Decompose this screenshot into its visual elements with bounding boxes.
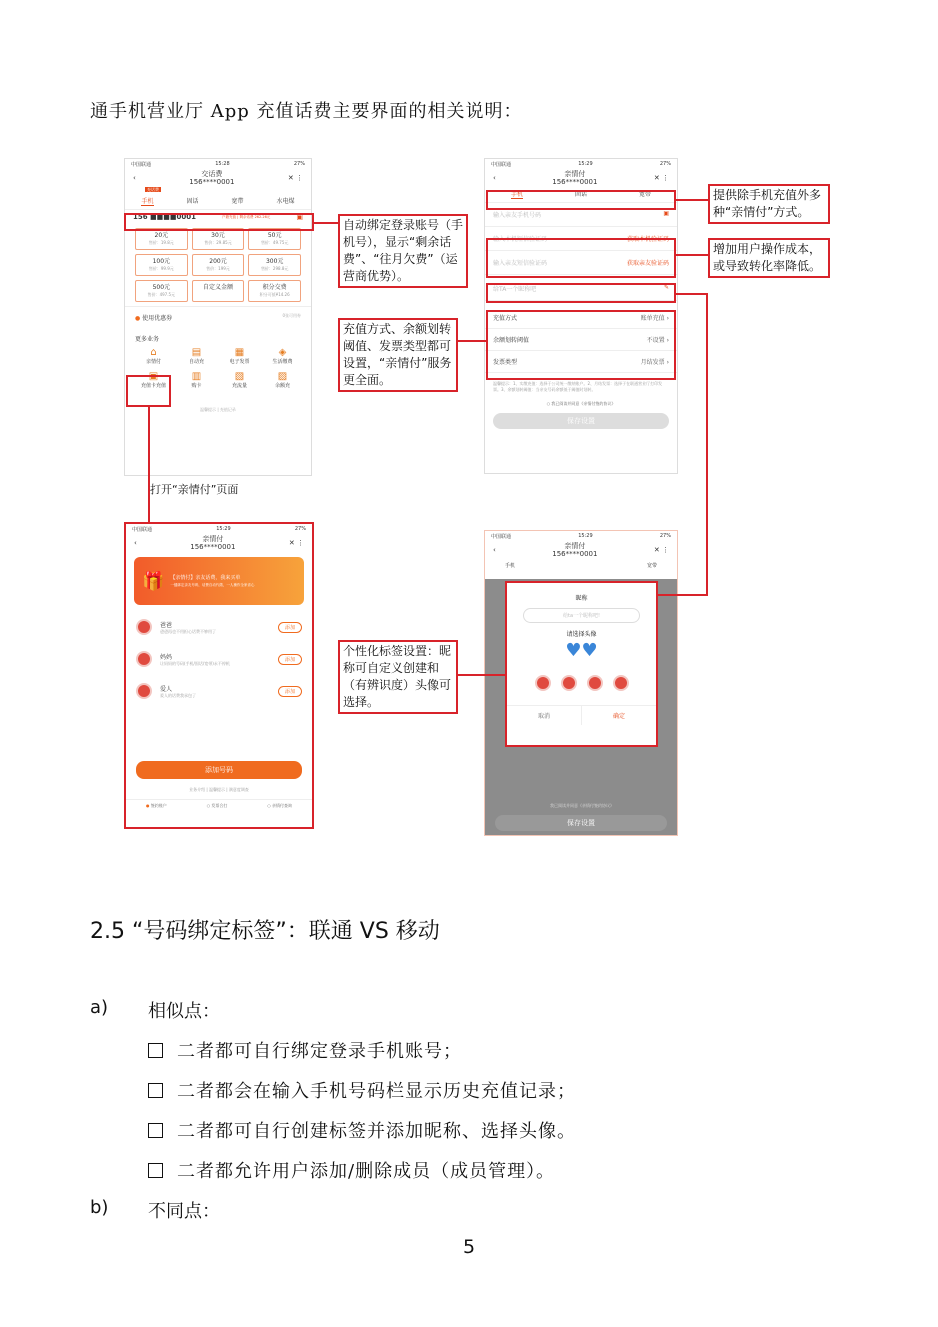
hearts-icon: ♥♥ (565, 640, 598, 661)
page-title: 亲情付 (564, 170, 586, 178)
avatar (136, 651, 152, 667)
note-settings: 充值方式、余额划转阈值、发票类型都可设置，“亲情付”服务更全面。 (338, 318, 458, 392)
add-button[interactable]: 添加 (278, 686, 302, 697)
save-button[interactable]: 保存设置 (493, 413, 669, 429)
similar-item: 二者都会在输入手机号码栏显示历史充值记录； (148, 1077, 576, 1103)
page-title: 亲情付 (564, 542, 586, 550)
page-title: 亲情付 (202, 535, 224, 543)
nav-invoice[interactable]: ○ 发票合打 (206, 803, 228, 808)
contact-icon: ▣ (663, 210, 669, 217)
page-number: 156****0001 (190, 543, 236, 551)
member-item[interactable]: 爱人 爱人的话费我承包了 添加 (126, 675, 312, 707)
member-item[interactable]: 妈妈 让妈妈的号码(手机/固话/宽带)永不停机 添加 (126, 643, 312, 675)
amount-option[interactable]: 50元 售价：49.75元 (248, 228, 301, 250)
coupon-icon: ● (135, 315, 141, 322)
note-methods: 提供除手机充值外多种“亲情付”方式。 (708, 184, 830, 224)
tab-mobile[interactable]: 手机 (141, 198, 154, 205)
query-icon: ○ (267, 803, 271, 808)
avatar (136, 619, 152, 635)
highlight-account (124, 213, 314, 231)
agree[interactable]: 我已阅读并同意《亲情付签约协议》 (550, 803, 614, 808)
tab-utility[interactable]: 水电煤 (276, 198, 295, 205)
own-code-input[interactable]: 输入本机短信验证码 获取本机验证码 (485, 227, 677, 251)
add-button[interactable]: 添加 (278, 654, 302, 665)
open-caption: 打开“亲情付”页面 (150, 483, 239, 496)
checkbox-icon[interactable] (148, 1123, 163, 1138)
highlight-tabs (486, 190, 676, 210)
add-number-button[interactable]: 添加号码 (136, 761, 302, 779)
highlight-rows (486, 310, 676, 380)
similar-item: 二者都允许用户添加/删除成员（成员管理）。 (148, 1157, 555, 1183)
service-item[interactable]: ▨ 余额充 (264, 371, 301, 389)
avatar-option[interactable] (561, 675, 577, 691)
checkbox-icon[interactable] (148, 1163, 163, 1178)
section-title: 2.5 “号码绑定标签”：联通 VS 移动 (90, 919, 440, 944)
amount-option[interactable]: 自定义金额 (192, 280, 245, 302)
battery: 27% (293, 161, 305, 167)
tab-mobile[interactable]: 手机 (505, 563, 516, 569)
contact-icon[interactable]: ▣ (296, 213, 303, 221)
highlight-service (126, 375, 171, 407)
similar-title: 相似点： (148, 1001, 220, 1022)
back-icon[interactable]: ‹ (493, 546, 496, 554)
back-icon[interactable]: ‹ (134, 539, 137, 547)
bottom-links[interactable]: 业务介绍 | 温馨提示 | 满意度调查 (189, 787, 249, 792)
page-number: 156****0001 (189, 178, 235, 186)
note-label: 个性化标签设置：昵称可自定义创建和（有辨识度）头像可选择。 (338, 640, 458, 714)
back-icon[interactable]: ‹ (493, 174, 496, 182)
amount-option[interactable]: 200元 售价：199元 (192, 254, 245, 276)
amount-option[interactable]: 30元 售价：29.85元 (192, 228, 245, 250)
banner[interactable]: 🎁 【亲情付】亲友话费，我来买单 一键绑定亲友号码，话费自动代缴，一人操作全家省心 (134, 557, 304, 605)
highlight-codes (486, 238, 676, 278)
time: 15:28 (215, 161, 230, 167)
label-a: a) (90, 997, 109, 1018)
phone-nickname-dialog: 中国联通 15:29 27% ‹ 亲情付 156****0001 ✕ ⋮ 手机 宽带 我已阅读并同意《亲情付签约协议》 保存设置 (484, 530, 678, 836)
tab-broadband[interactable]: 宽带 (638, 191, 651, 198)
edit-icon: ✎ (663, 284, 669, 291)
service-item[interactable]: ◈ 生活缴费 (264, 347, 301, 365)
gift-icon: 🎁 (142, 570, 165, 592)
coupon[interactable]: ● 使用优惠券 (135, 315, 173, 322)
phone-family-pay: 中国联通 15:29 27% ‹ 亲情付 156****0001 ✕ ⋮ 手机 固话 宽带 输入亲友手机号码 ▣ 输入本机短信验证码 获取本机验证码 输入亲友短信验证码 获取亲友验证码 给TA一个昵称吧 ✎ 充值方式 账单充值 › 余额划转阈值 不设置 › 发票类型 月结发票 › 温馨提示：1、实缴充值：选择于公司统一缴纳账户。2、月结发票：选择于在联通营业厅打印发票。3、余额划转阈值：当亲友号码余额低于阈值时划转。 ○ 我已阅读并同意《亲情付签约协议》 保存设置 (484, 158, 678, 474)
amount-option[interactable]: 300元 售价：298.8元 (248, 254, 301, 276)
different-title: 不同点： (148, 1201, 220, 1222)
add-button[interactable]: 添加 (278, 622, 302, 633)
avatar (136, 683, 152, 699)
footer-links[interactable]: 温馨提示 | 充值记录 (200, 407, 236, 412)
service-item[interactable]: ▤ 自动充 (178, 347, 215, 365)
get-own-code[interactable]: 获取本机验证码 (626, 236, 669, 243)
page-title: 交话费 (201, 170, 223, 178)
service-icon: ▤ (191, 347, 202, 358)
intro-text: 通手机营业厅 App 充值话费主要界面的相关说明： (90, 101, 523, 122)
agree[interactable]: ○ 我已阅读并同意《亲情付签约协议》 (546, 401, 616, 406)
avatar-option[interactable] (587, 675, 603, 691)
close-icon[interactable]: ✕ ⋮ (653, 174, 669, 182)
nav-query[interactable]: ○ 亲情付查询 (267, 803, 293, 808)
service-item[interactable]: ▣ 充值卡充值 (135, 371, 172, 389)
service-icon: ◈ (278, 347, 287, 358)
back-icon[interactable]: ‹ (133, 174, 136, 182)
page-number: 156****0001 (552, 178, 598, 186)
account-number: 156 ■■■■0001 (133, 213, 196, 221)
phone-recharge (124, 158, 312, 476)
account-note: 户籍充值 | 剩余话费 262.26元 (222, 214, 271, 219)
note-cost: 增加用户操作成本，或导致转化率降低。 (708, 238, 830, 278)
similar-item: 二者都可自行绑定登录手机账号； (148, 1037, 462, 1063)
nav-sign[interactable]: ● 签约账户 (145, 803, 167, 808)
service-icon: ▣ (148, 371, 159, 382)
close-icon[interactable]: ✕ ⋮ (288, 539, 304, 547)
checkbox-icon[interactable] (148, 1043, 163, 1058)
dialog-title: 昵称 (575, 595, 588, 602)
nickname-dialog (505, 581, 658, 747)
amount-option[interactable]: 500元 售价：497.5元 (135, 280, 188, 302)
member-item[interactable]: 爸爸 爸爸再也不用担心话费不够用了 添加 (126, 611, 312, 643)
cancel-button[interactable]: 取消 (537, 713, 550, 720)
tab-landline[interactable]: 固话 (574, 191, 587, 198)
service-icon: ▥ (191, 371, 202, 382)
service-icon: ▨ (277, 371, 288, 382)
tips: 温馨提示：1、实缴充值：选择于公司统一缴纳账户。2、月结发票：选择于在联通营业厅打印发票。3、余额划转阈值：当亲友号码余额低于阈值时划转。 (493, 381, 663, 392)
service-item[interactable]: ▥ 购卡 (178, 371, 215, 389)
service-icon: ▦ (234, 347, 245, 358)
service-item[interactable]: ▦ 电子发票 (221, 347, 258, 365)
ok-button[interactable]: 确定 (581, 706, 656, 725)
checkbox-icon[interactable] (148, 1083, 163, 1098)
tab-landline[interactable]: 固话 (186, 198, 199, 205)
amount-option[interactable]: 100元 售价：99.9元 (135, 254, 188, 276)
highlight-nick (486, 283, 676, 303)
coupon-count: 0张可用券 (282, 313, 301, 318)
service-icon: ⌂ (150, 347, 157, 358)
get-friend-code[interactable]: 获取亲友验证码 (626, 260, 669, 267)
amount-option[interactable]: 积分交费 积分可抵¥14.26 (248, 280, 301, 302)
invoice-icon: ○ (206, 803, 211, 808)
badge: 充话费 (147, 187, 159, 192)
avatar-label: 请选择头像 (566, 631, 597, 638)
row-threshold[interactable]: 余额划转阈值 不设置 › (485, 329, 677, 351)
note-account: 自动绑定登录账号（手机号），显示“剩余话费”、“往月欠费”（运营商优势）。 (338, 214, 468, 288)
service-item[interactable]: ▧ 充流量 (221, 371, 258, 389)
label-b: b) (90, 1197, 109, 1218)
page-number: 156****0001 (552, 550, 598, 558)
sign-icon: ● (145, 803, 150, 808)
close-icon[interactable]: ✕ ⋮ (653, 546, 669, 554)
nickname-field[interactable]: 给ta一个昵称吧! (523, 608, 640, 623)
tab-mobile[interactable]: 手机 (510, 191, 523, 198)
avatar-option[interactable] (535, 675, 551, 691)
row-recharge-method[interactable]: 充值方式 账单充值 › (485, 307, 677, 329)
save-button[interactable]: 保存设置 (495, 815, 667, 831)
nickname-input[interactable]: 给TA一个昵称吧 ✎ (485, 277, 677, 301)
close-icon[interactable]: ✕ ⋮ (287, 174, 303, 182)
tab-broadband[interactable]: 宽带 (646, 563, 657, 569)
similar-item: 二者都可自行创建标签并添加昵称、选择头像。 (148, 1117, 576, 1143)
friend-number-input[interactable]: 输入亲友手机号码 ▣ (485, 203, 677, 227)
carrier: 中国联通 (131, 162, 152, 168)
avatar-option[interactable] (613, 675, 629, 691)
row-invoice[interactable]: 发票类型 月结发票 › (485, 351, 677, 373)
more-services: 更多业务 (135, 336, 160, 343)
phone-family-list: 中国联通 15:29 27% ‹ 亲情付 156****0001 ✕ ⋮ 🎁 【亲情付】亲友话费，我来买单 一键绑定亲友号码，话费自动代缴，一人操作全家省心 爸爸 爸爸再也不用担心话费不够用了 添加 妈妈 让妈妈的号码(手机/固话/宽带)永不停机 添加 爱人 爱人的话费我承包了 添加 添加号码 业务介绍 | 温馨提示 | 满意度调查 ● 签约账户 ○ 发票合打 ○ 亲情付查询 (124, 522, 314, 829)
amount-option[interactable]: 20元 售价：19.8元 (135, 228, 188, 250)
tab-broadband[interactable]: 宽带 (231, 198, 244, 205)
friend-code-input[interactable]: 输入亲友短信验证码 获取亲友验证码 (485, 251, 677, 275)
service-icon: ▧ (234, 371, 245, 382)
service-item[interactable]: ⌂ 亲情付 (135, 347, 172, 365)
page-number: 5 (462, 1236, 476, 1258)
